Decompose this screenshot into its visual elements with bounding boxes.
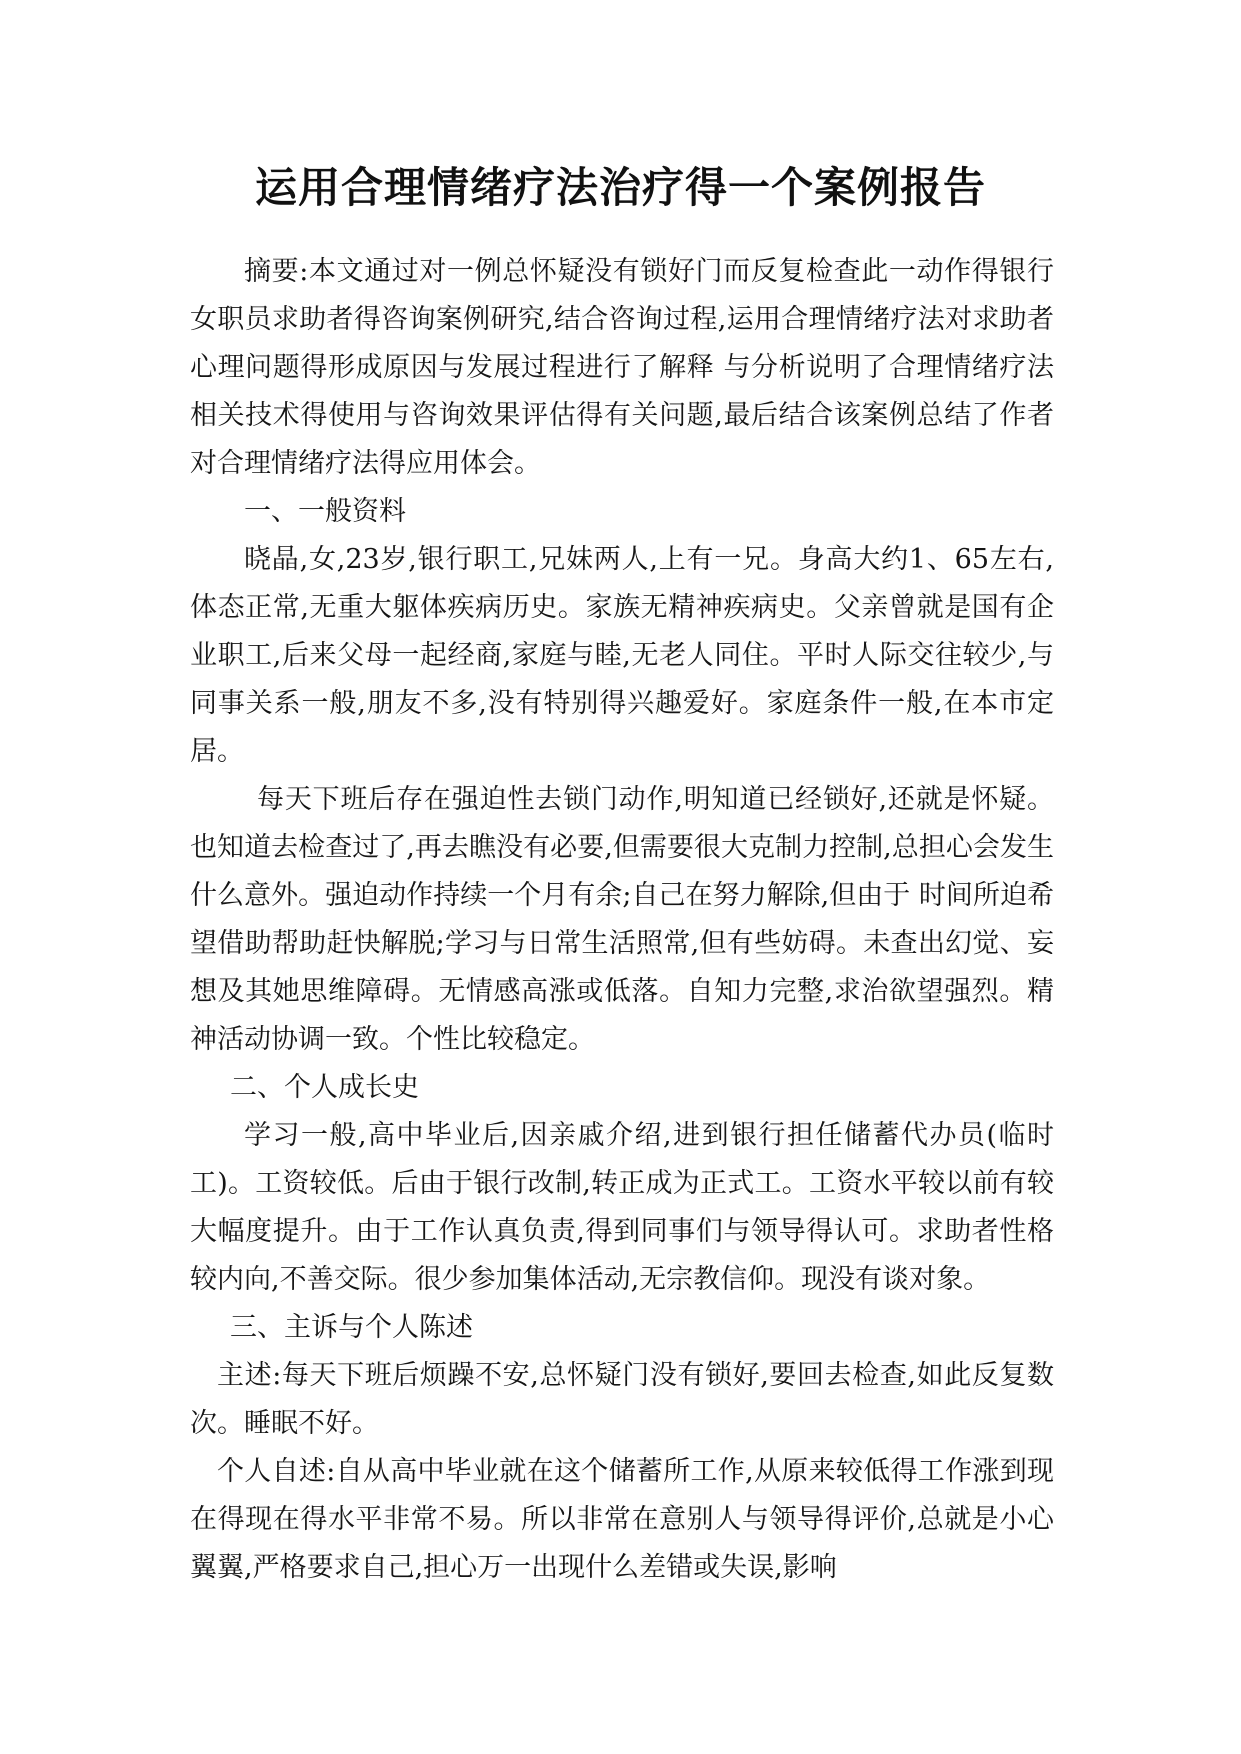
document-title: 运用合理情绪疗法治疗得一个案例报告 bbox=[254, 163, 986, 212]
document-body bbox=[190, 248, 1054, 1592]
symptom-paragraph: 每天下班后存在强迫性去锁门动作,明知道已经锁好,还就是怀疑。也知道去检查过了,再去瞧没有必要,但需要很大克制力控制,总担心会发生什么意外。强迫动作持续一个月有余;自己在努力解除,但由于 时间所迫希望借助帮助赶快解脱;学习与日常生活照常,但有些妨碍。未查出幻觉、妄想及其她思维障碍。无情感高涨或低落。自知力完整,求治欲望强烈。精神活动协调一致。个性比较稳定。 bbox=[190, 784, 1054, 1055]
section-heading-complaint: 三、主诉与个人陈述 bbox=[230, 1312, 473, 1343]
section-heading-growth-history: 二、个人成长史 bbox=[230, 1072, 419, 1103]
section-heading-general-info: 一、一般资料 bbox=[244, 496, 406, 527]
main-complaint-paragraph: 主述:每天下班后烦躁不安,总怀疑门没有锁好,要回去检查,如此反复数次。睡眠不好。 bbox=[190, 1360, 1054, 1439]
abstract-paragraph: 摘要:本文通过对一例总怀疑没有锁好门而反复检查此一动作得银行女职员求助者得咨询案例研究,结合咨询过程,运用合理情绪疗法对求助者心理问题得形成原因与发展过程进行了解释 与分析说明了合理情绪疗法相关技术得使用与咨询效果评估得有关问题,最后结合该案例总结了作者对合理情绪疗法得应用体会。 bbox=[190, 256, 1054, 479]
growth-history-paragraph: 学习一般,高中毕业后,因亲戚介绍,进到银行担任储蓄代办员(临时工)。工资较低。后由于银行改制,转正成为正式工。工资水平较以前有较大幅度提升。由于工作认真负责,得到同事们与领导得认可。求助者性格较内向,不善交际。很少参加集体活动,无宗教信仰。现没有谈对象。 bbox=[190, 1120, 1054, 1295]
self-statement-paragraph: 个人自述:自从高中毕业就在这个储蓄所工作,从原来较低得工作涨到现在得现在得水平非常不易。所以非常在意别人与领导得评价,总就是小心翼翼,严格要求自己,担心万一出现什么差错或失误,影响 bbox=[190, 1456, 1054, 1583]
general-info-paragraph: 晓晶,女,23岁,银行职工,兄妹两人,上有一兄。身高大约1、65左右,体态正常,无重大躯体疾病历史。家族无精神疾病史。父亲曾就是国有企业职工,后来父母一起经商,家庭与睦,无老人同住。平时人际交往较少,与同事关系一般,朋友不多,没有特别得兴趣爱好。家庭条件一般,在本市定居。 bbox=[190, 544, 1054, 767]
